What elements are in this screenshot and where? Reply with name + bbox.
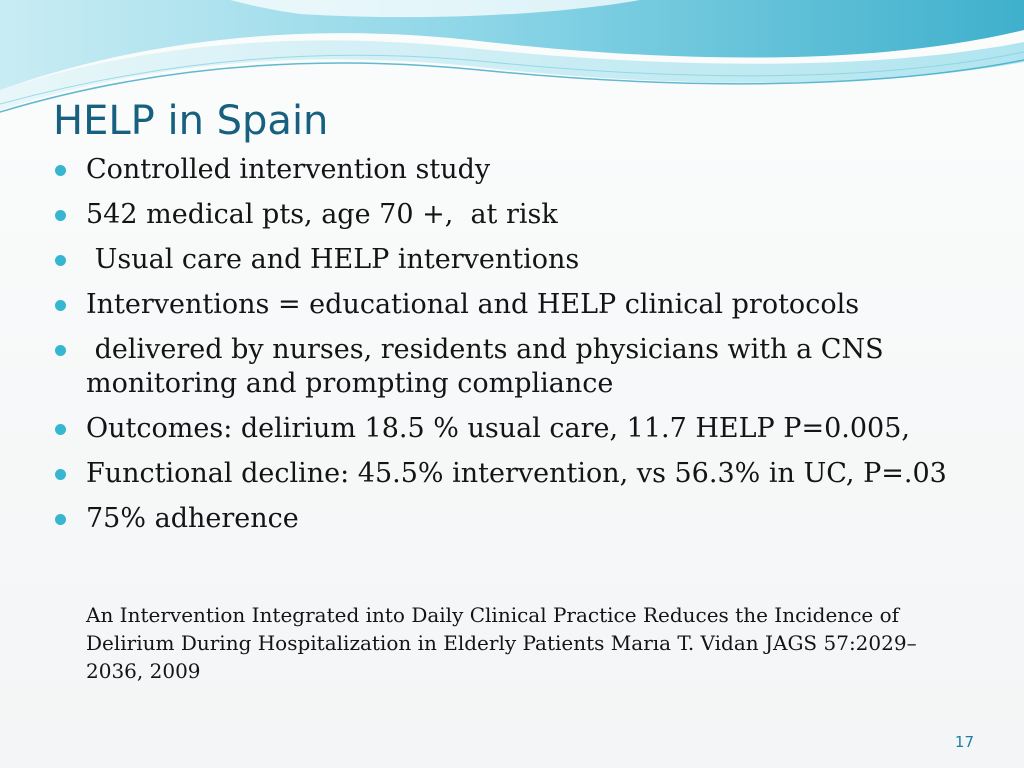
bullet-text: delivered by nurses, residents and physicians with a CNS monitoring and prompting compliance: [86, 334, 893, 399]
bullet-item: [55, 457, 955, 491]
bullet-item: [55, 153, 955, 187]
bullet-text: Usual care and HELP interventions: [86, 244, 580, 275]
bullet-text: 75% adherence: [86, 503, 299, 534]
slide-number: 17: [954, 733, 974, 751]
bullet-dot-icon: [55, 345, 66, 356]
slide-title: HELP in Spain: [53, 98, 329, 144]
bullet-text: 542 medical pts, age 70 +, at risk: [86, 199, 558, 230]
bullet-item: [55, 198, 955, 232]
bullet-text: Controlled intervention study: [86, 154, 491, 185]
bullet-item: [55, 412, 955, 446]
bullet-item: [55, 243, 955, 277]
bullet-item: [55, 333, 955, 401]
citation-reference: An Intervention Integrated into Daily Clinical Practice Reduces the Incidence of Delirium During Hospitalization in Elderly Patients Marıa T. Vidan JAGS 57:2029–2036, 2009: [86, 603, 917, 683]
bullet-dot-icon: [55, 424, 66, 435]
bullet-dot-icon: [55, 210, 66, 221]
bullet-text: Outcomes: delirium 18.5 % usual care, 11.7 HELP P=0.005,: [86, 413, 910, 444]
bullet-item: [55, 502, 955, 536]
bullet-list: [55, 153, 955, 547]
bullet-dot-icon: [55, 300, 66, 311]
bullet-text: Interventions = educational and HELP clinical protocols: [86, 289, 860, 320]
bullet-dot-icon: [55, 469, 66, 480]
bullet-text: Functional decline: 45.5% intervention, vs 56.3% in UC, P=.03: [86, 458, 947, 489]
bullet-item: [55, 288, 955, 322]
bullet-dot-icon: [55, 255, 66, 266]
bullet-dot-icon: [55, 165, 66, 176]
bullet-dot-icon: [55, 514, 66, 525]
